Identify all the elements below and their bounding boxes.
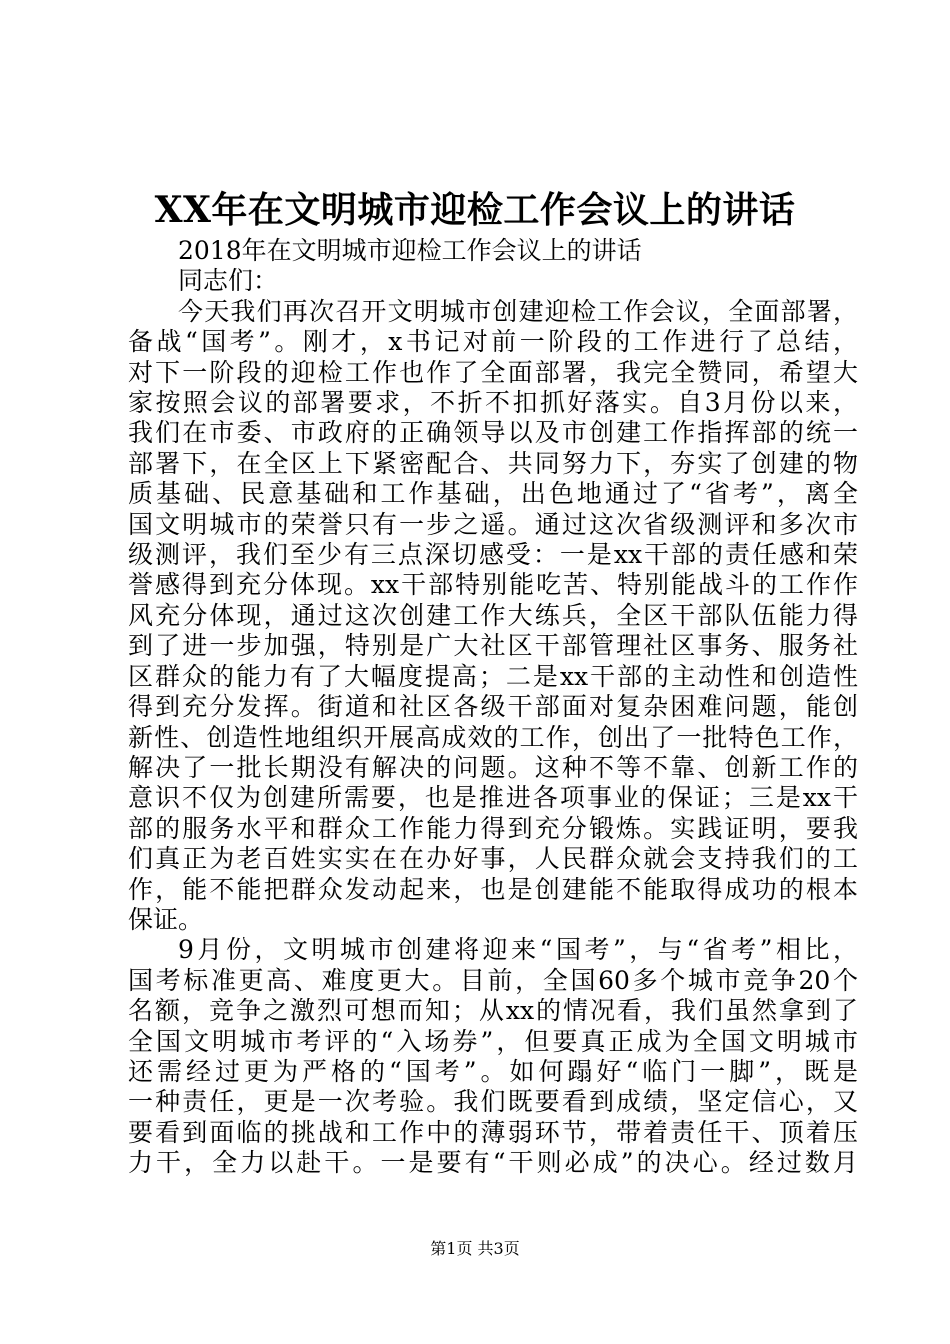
text-line: 家按照会议的部署要求，不折不扣抓好落实。自3月份以来，	[128, 388, 858, 418]
paragraph-1	[128, 297, 858, 936]
text-line: 我们在市委、市政府的正确领导以及市创建工作指挥部的统一	[128, 418, 858, 448]
text-line: 解决了一批长期没有解决的问题。这种不等不靠、创新工作的	[128, 752, 858, 782]
text-line: 要看到面临的挑战和工作中的薄弱环节，带着责任干、顶着压	[128, 1117, 858, 1147]
document-subtitle: 2018年在文明城市迎检工作会议上的讲话	[178, 236, 642, 265]
text-line: 作，能不能把群众发动起来，也是创建能不能取得成功的根本	[128, 874, 858, 904]
text-line: 们真正为老百姓实实在在办好事，人民群众就会支持我们的工	[128, 844, 858, 874]
text-line: 保证。	[128, 904, 204, 934]
salutation: 同志们：	[178, 266, 279, 296]
text-line: 质基础、民意基础和工作基础，出色地通过了“省考”，离全	[128, 479, 858, 509]
text-line: 9月份，文明城市创建将迎来“国考”，与“省考”相比，	[178, 935, 858, 965]
text-line: 国文明城市的荣誉只有一步之遥。通过这次省级测评和多次市	[128, 509, 858, 539]
text-line: 部署下，在全区上下紧密配合、共同努力下，夯实了创建的物	[128, 448, 858, 478]
text-line: 意识不仅为创建所需要，也是推进各项事业的保证；三是xx干	[128, 783, 858, 813]
paragraph-2	[128, 935, 858, 1178]
text-line: 还需经过更为严格的“国考”。如何蹋好“临门一脚”，既是	[128, 1056, 858, 1086]
text-line: 备战“国考”。刚才，x书记对前一阶段的工作进行了总结，	[128, 327, 858, 357]
text-line: 到了进一步加强，特别是广大社区干部管理社区事务、服务社	[128, 631, 858, 661]
text-line: 区群众的能力有了大幅度提高；二是xx干部的主动性和创造性	[128, 661, 858, 691]
text-line: 一种责任，更是一次考验。我们既要看到成绩，坚定信心，又	[128, 1087, 858, 1117]
text-line: 对下一阶段的迎检工作也作了全面部署，我完全赞同，希望大	[128, 357, 858, 387]
document-body	[128, 236, 858, 1179]
page-footer: 第1页 共3页	[430, 1239, 520, 1258]
text-line: 誉感得到充分体现。xx干部特别能吃苦、特别能战斗的工作作	[128, 570, 858, 600]
text-line: 全国文明城市考评的“入场券”，但要真正成为全国文明城市	[128, 1026, 858, 1056]
text-line: 部的服务水平和群众工作能力得到充分锻炼。实践证明，要我	[128, 813, 858, 843]
text-line: 得到充分发挥。街道和社区各级干部面对复杂困难问题，能创	[128, 692, 858, 722]
text-line: 新性、创造性地组织开展高成效的工作，创出了一批特色工作，	[128, 722, 858, 752]
text-line: 今天我们再次召开文明城市创建迎检工作会议，全面部署，	[178, 296, 858, 326]
document-title: XX年在文明城市迎检工作会议上的讲话	[154, 189, 796, 231]
text-line: 国考标准更高、难度更大。目前，全国60多个城市竞争20个	[128, 965, 858, 995]
text-line: 级测评，我们至少有三点深切感受：一是xx干部的责任感和荣	[128, 540, 858, 570]
text-line: 风充分体现，通过这次创建工作大练兵，全区干部队伍能力得	[128, 600, 858, 630]
text-line: 名额，竞争之激烈可想而知；从xx的情况看，我们虽然拿到了	[128, 996, 858, 1026]
text-line: 力干，全力以赴干。一是要有“干则必成”的决心。经过数月	[128, 1148, 858, 1178]
